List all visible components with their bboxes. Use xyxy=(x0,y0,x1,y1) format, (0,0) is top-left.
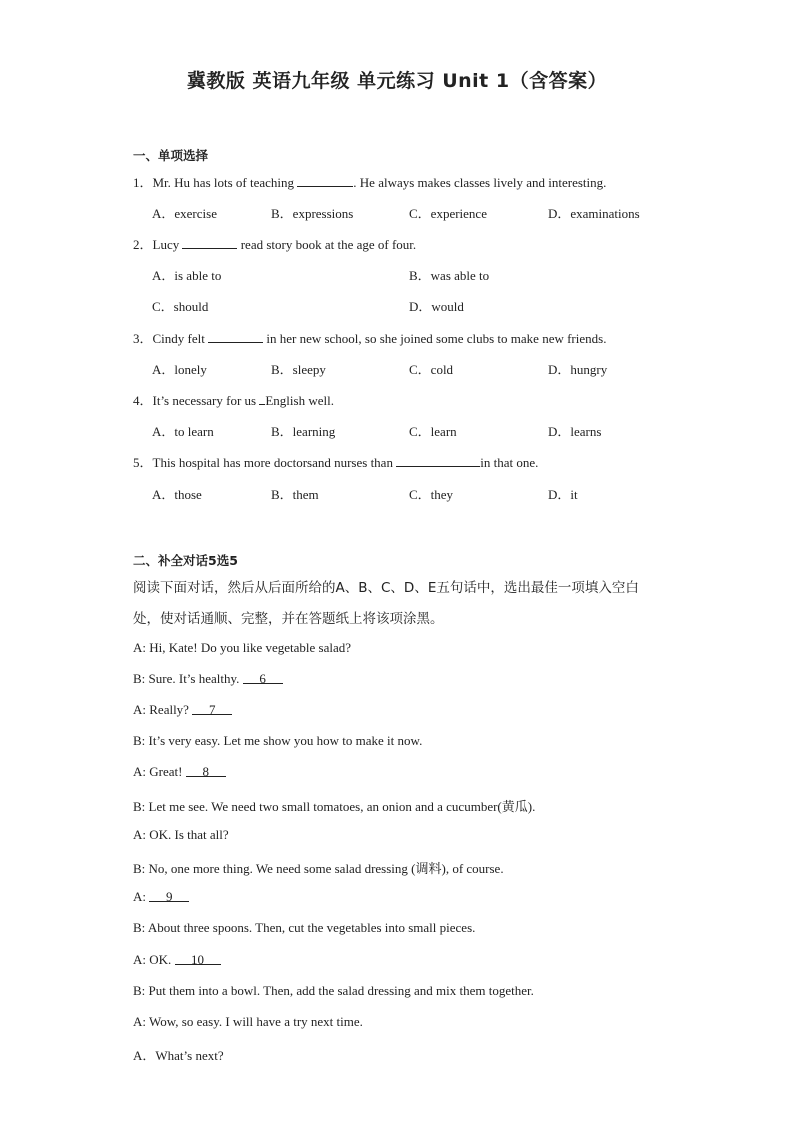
option-c: C．they xyxy=(409,487,454,502)
question-text: 2．Lucy xyxy=(133,237,183,252)
section-heading-dialogue: 二、补全对话5选5 xyxy=(133,553,238,568)
dialogue-line xyxy=(133,920,475,936)
option-c: C．experience xyxy=(409,206,487,221)
answer-blank xyxy=(297,174,353,187)
question-text: 3．Cindy felt xyxy=(133,331,209,346)
dialogue-text: A: OK. xyxy=(133,952,175,967)
section-heading-single-choice: 一、单项选择 xyxy=(133,148,209,163)
dialogue-line xyxy=(133,671,283,687)
dialogue-line xyxy=(133,858,504,877)
option-d: D．would xyxy=(409,299,464,314)
question-text: in that one. xyxy=(480,455,539,470)
dialogue-line xyxy=(133,1014,363,1030)
option-b: B．sleepy xyxy=(271,362,326,377)
dialogue-text: B: Sure. It’s healthy. xyxy=(133,671,243,686)
option-b: B．learning xyxy=(271,424,336,439)
document-title: 冀教版 英语九年级 单元练习 Unit 1（含答案） xyxy=(186,70,608,92)
dialogue-text: A: Really? xyxy=(133,702,193,717)
question-text: read story book at the age of four. xyxy=(237,237,417,252)
dialogue-line xyxy=(133,827,229,843)
dialogue-line xyxy=(133,796,535,815)
option-d: D．hungry xyxy=(548,362,608,377)
option-a: A．those xyxy=(152,487,202,502)
instruction-line: 阅读下面对话，然后从后面所给的A、B、C、D、E五句话中，选出最佳一项填入空白 xyxy=(133,580,639,596)
instruction-line: 处，使对话通顺、完整，并在答题纸上将该项涂黑。 xyxy=(133,611,444,627)
dialogue-text: B: About three spoons. Then, cut the vegetables into small pieces. xyxy=(133,920,476,935)
question-text: 5．This hospital has more doctorsand nurses than xyxy=(133,455,397,470)
question-3 xyxy=(133,328,606,347)
dialogue-text: A: Great! xyxy=(133,764,186,779)
option-a: A．to learn xyxy=(152,424,214,439)
option-c: C．learn xyxy=(409,424,457,439)
dialogue-text: B: Put them into a bowl. Then, add the salad dressing and mix them together. xyxy=(133,983,534,998)
option-c: C．should xyxy=(152,299,209,314)
dialogue-line xyxy=(133,640,351,656)
answer-blank xyxy=(396,454,480,467)
question-2 xyxy=(133,234,416,253)
question-text: 4．It’s necessary for us xyxy=(133,393,260,408)
dialogue-line xyxy=(133,952,221,968)
dialogue-text: A: Hi, Kate! Do you like vegetable salad? xyxy=(133,640,352,655)
dialogue-text: A: xyxy=(133,889,150,904)
numbered-blank: 9 xyxy=(149,889,189,902)
option-c: C．cold xyxy=(409,362,454,377)
option-a: A．exercise xyxy=(152,206,217,221)
numbered-blank: 6 xyxy=(243,671,283,684)
option-d: D．learns xyxy=(548,424,602,439)
dialogue-line xyxy=(133,702,232,718)
option-b: B．them xyxy=(271,487,319,502)
dialogue-text: B: It’s very easy. Let me show you how to make it now. xyxy=(133,733,423,748)
dialogue-line xyxy=(133,764,226,780)
question-text: 1．Mr. Hu has lots of teaching xyxy=(133,175,298,190)
dialogue-line xyxy=(133,733,422,749)
question-text: English well. xyxy=(265,393,334,408)
question-text: in her new school, so she joined some clubs to make new friends. xyxy=(263,331,607,346)
answer-blank xyxy=(208,330,263,343)
answer-blank xyxy=(182,236,237,249)
question-5 xyxy=(133,452,538,471)
option-b: B．expressions xyxy=(271,206,354,221)
question-text: . He always makes classes lively and interesting. xyxy=(353,175,607,190)
option-a: A．is able to xyxy=(152,268,222,283)
option-line xyxy=(133,1045,224,1064)
question-1 xyxy=(133,172,606,191)
dialogue-text: A: OK. Is that all? xyxy=(133,827,229,842)
numbered-blank: 8 xyxy=(186,764,226,777)
option-a: A．lonely xyxy=(152,362,207,377)
dialogue-text: B: No, one more thing. We need some salad dressing (调料), of course. xyxy=(133,861,504,876)
option-d: D．it xyxy=(548,487,578,502)
numbered-blank: 7 xyxy=(192,702,232,715)
option-d: D．examinations xyxy=(548,206,640,221)
dialogue-text: B: Let me see. We need two small tomatoes, an onion and a cucumber(黄瓜). xyxy=(133,799,536,814)
question-4 xyxy=(133,390,334,409)
dialogue-text: A: Wow, so easy. I will have a try next time. xyxy=(133,1014,363,1029)
dialogue-line xyxy=(133,983,534,999)
dialogue-line xyxy=(133,889,189,905)
numbered-blank: 10 xyxy=(175,952,221,965)
option-text: A．What’s next? xyxy=(133,1048,224,1063)
option-b: B．was able to xyxy=(409,268,490,283)
